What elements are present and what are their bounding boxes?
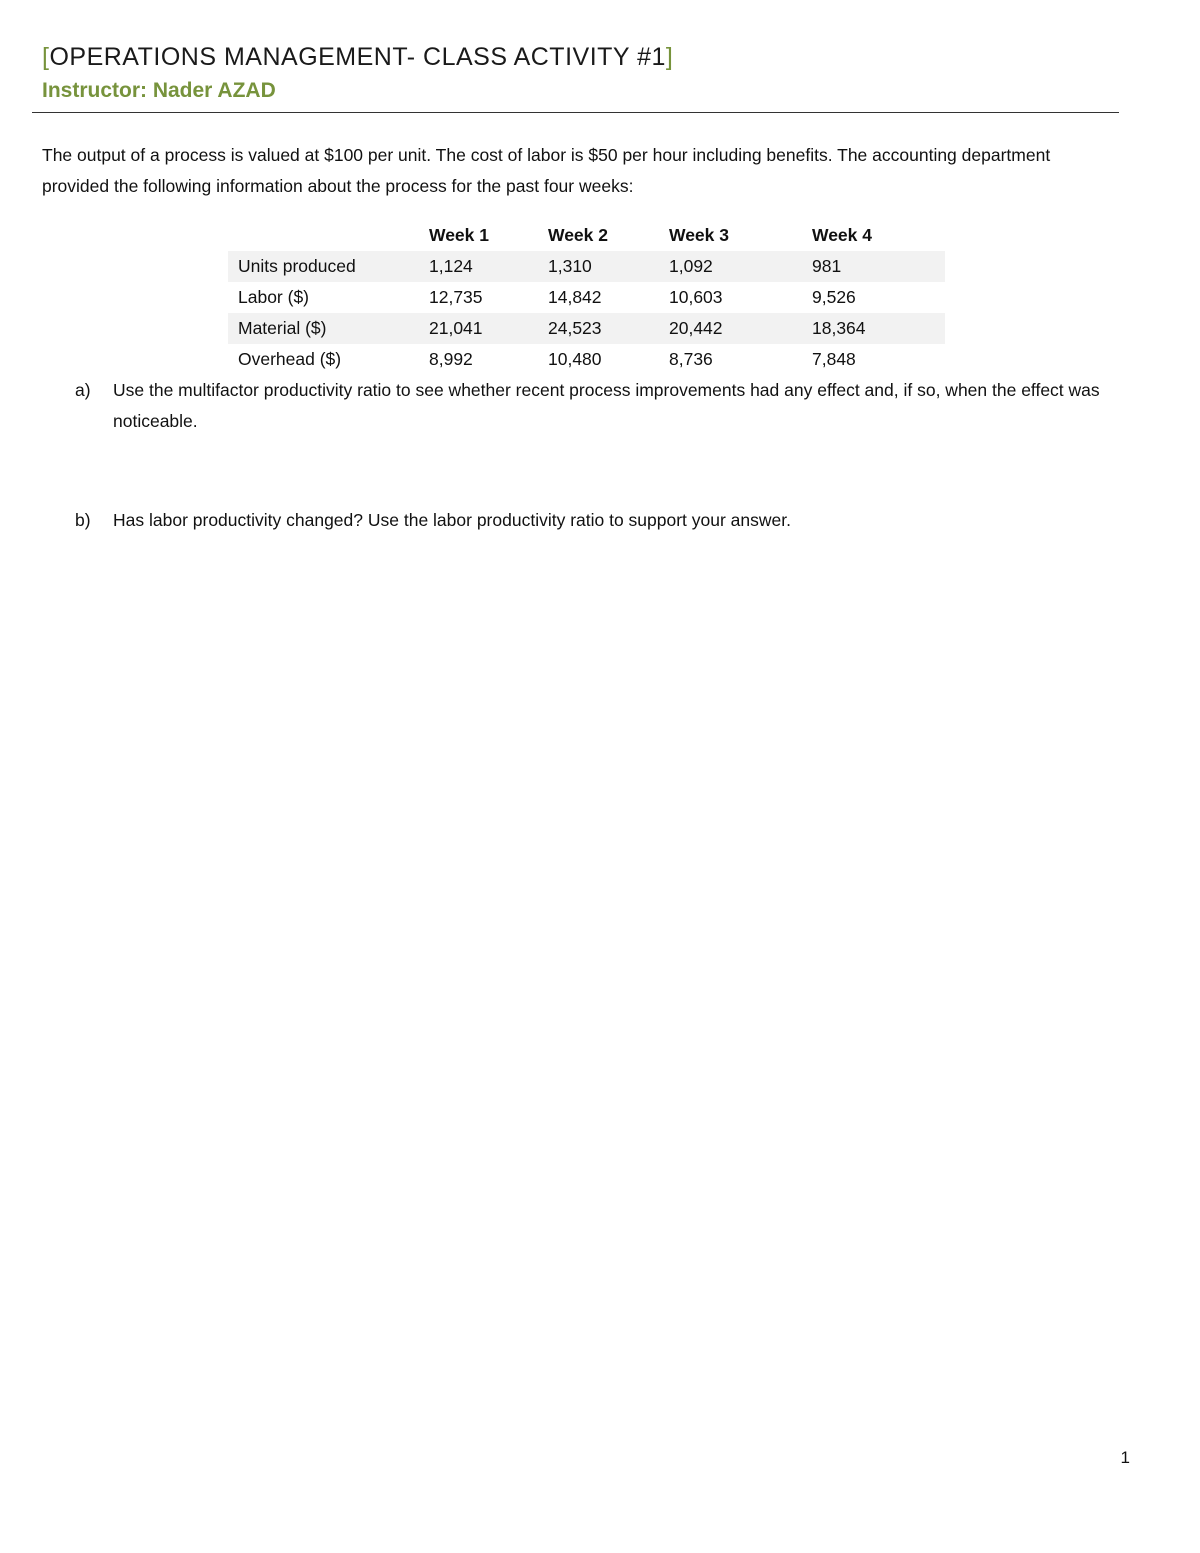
table-cell: 18,364 bbox=[802, 313, 945, 344]
table-cell: 981 bbox=[802, 251, 945, 282]
table-row bbox=[228, 344, 945, 375]
document-title bbox=[42, 40, 1122, 74]
table-row bbox=[228, 251, 945, 282]
question-marker: b) bbox=[75, 510, 91, 530]
table-cell: 10,480 bbox=[548, 349, 602, 369]
table-cell: 7,848 bbox=[812, 349, 856, 369]
table-cell: 1,124 bbox=[419, 251, 538, 282]
row-label: Labor ($) bbox=[238, 287, 310, 307]
table-cell: 8,736 bbox=[669, 349, 713, 369]
page-number: 1 bbox=[1120, 1448, 1130, 1467]
table-header-cell: Week 1 bbox=[429, 225, 489, 245]
row-label: Material ($) bbox=[228, 313, 419, 344]
title-text: OPERATIONS MANAGEMENT- CLASS ACTIVITY #1 bbox=[49, 43, 666, 71]
table-cell: 10,603 bbox=[669, 287, 723, 307]
question-list bbox=[75, 375, 1125, 536]
table-cell: 21,041 bbox=[419, 313, 538, 344]
header-divider bbox=[32, 112, 1119, 113]
table-cell: 12,735 bbox=[429, 287, 483, 307]
title-bracket-close: ] bbox=[665, 43, 674, 71]
row-label: Overhead ($) bbox=[238, 349, 342, 369]
table-header-cell: Week 3 bbox=[669, 225, 729, 245]
table-header-row bbox=[228, 220, 945, 251]
table-row bbox=[228, 313, 945, 344]
table-cell: 9,526 bbox=[812, 287, 856, 307]
page-header bbox=[42, 40, 1122, 106]
table-header-cell: Week 2 bbox=[548, 225, 608, 245]
intro-paragraph: The output of a process is valued at $100 per unit. The cost of labor is $50 per hour including benefits. The accounting department provided the following information about the process for the past four weeks: bbox=[42, 145, 1051, 196]
table-cell: 14,842 bbox=[548, 287, 602, 307]
question-b bbox=[75, 505, 1125, 536]
table-cell: 1,092 bbox=[659, 251, 802, 282]
row-label: Units produced bbox=[228, 251, 419, 282]
table-header-cell: Week 4 bbox=[812, 225, 872, 245]
question-text: Use the multifactor productivity ratio to see whether recent process improvements had any effect and, if so, when the effect was noticeable. bbox=[113, 380, 1100, 431]
table-cell: 20,442 bbox=[659, 313, 802, 344]
table-row bbox=[228, 282, 945, 313]
weekly-data-table bbox=[228, 220, 945, 375]
question-a bbox=[75, 375, 1125, 437]
table-cell: 1,310 bbox=[538, 251, 659, 282]
table-cell: 24,523 bbox=[538, 313, 659, 344]
question-marker: a) bbox=[75, 380, 91, 400]
question-text: Has labor productivity changed? Use the labor productivity ratio to support your answer. bbox=[113, 510, 791, 530]
table-header-cell bbox=[228, 220, 419, 251]
table-cell: 8,992 bbox=[429, 349, 473, 369]
title-bracket-open: [ bbox=[42, 43, 50, 71]
instructor-line: Instructor: Nader AZAD bbox=[42, 79, 276, 102]
